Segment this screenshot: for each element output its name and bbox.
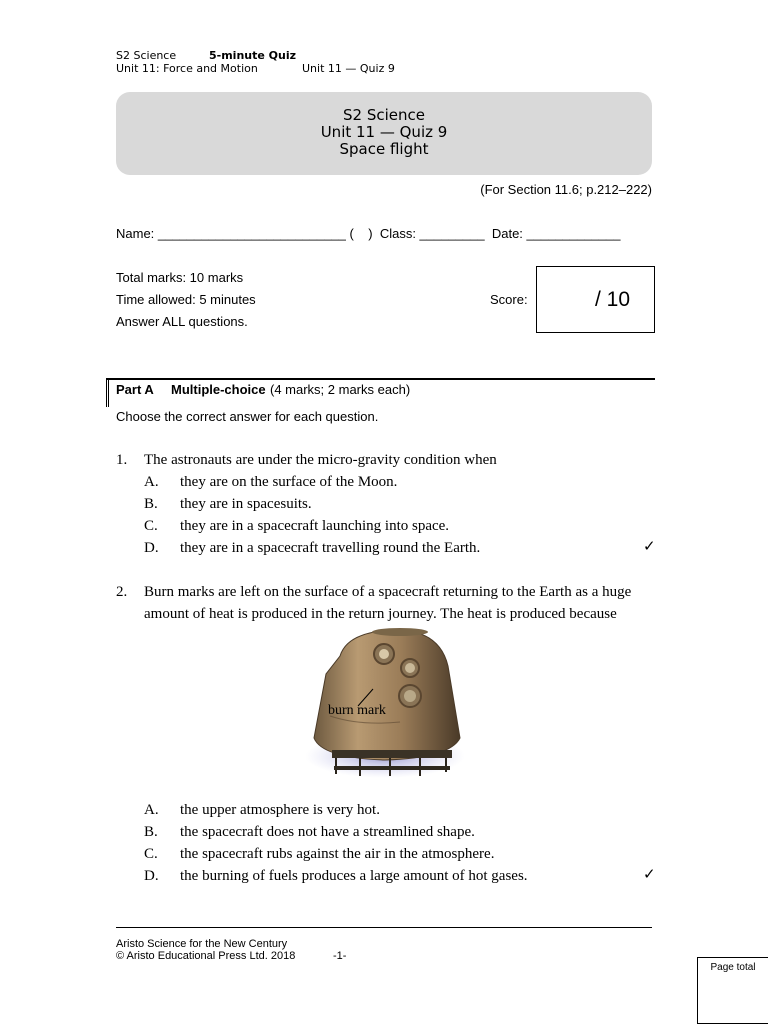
header-course: S2 Science xyxy=(116,49,177,62)
option-text[interactable]: the spacecraft does not have a streamlined shape. xyxy=(180,824,475,840)
option-letter: A. xyxy=(144,474,159,490)
student-info-line: Name: __________________________ ( ) Class: _________ Date: _____________ xyxy=(116,226,621,241)
option-text[interactable]: they are on the surface of the Moon. xyxy=(180,474,398,490)
footer-rule xyxy=(116,927,652,928)
header-unit: Unit 11: Force and Motion xyxy=(116,62,258,75)
part-a-label: Part A xyxy=(116,382,154,397)
header-quiz-ref: Unit 11 — Quiz 9 xyxy=(302,62,395,75)
question-stem-continued: amount of heat is produced in the return journey. The heat is produced because xyxy=(144,606,617,622)
answer-tick-icon: ✓ xyxy=(643,865,656,883)
total-marks: Total marks: 10 marks xyxy=(116,270,244,285)
option-letter: A. xyxy=(144,802,159,818)
footer-publisher: Aristo Science for the New Century xyxy=(116,938,288,950)
header-quiz-type: 5-minute Quiz xyxy=(209,49,297,62)
question-stem: The astronauts are under the micro-gravity condition when xyxy=(144,452,497,468)
option-text[interactable]: they are in spacesuits. xyxy=(180,496,312,512)
title-course: S2 Science xyxy=(343,106,425,124)
score-box: / 10 xyxy=(536,266,655,333)
part-a-bar xyxy=(106,378,107,407)
part-a-marks: (4 marks; 2 marks each) xyxy=(270,382,411,397)
option-text[interactable]: the upper atmosphere is very hot. xyxy=(180,802,380,818)
option-text[interactable]: they are in a spacecraft travelling round the Earth. xyxy=(180,540,481,556)
question-stem: Burn marks are left on the surface of a spacecraft returning to the Earth as a huge xyxy=(144,584,632,600)
spacecraft-capsule-figure xyxy=(300,626,466,786)
score-label: Score: xyxy=(490,292,528,307)
title-topic: Space flight xyxy=(339,140,429,158)
footer-copyright: © Aristo Educational Press Ltd. 2018 xyxy=(116,950,296,962)
part-a-instruction: Choose the correct answer for each question. xyxy=(116,409,379,424)
title-quiz: Unit 11 — Quiz 9 xyxy=(320,123,448,141)
answer-tick-icon: ✓ xyxy=(643,537,656,555)
option-letter: C. xyxy=(144,846,158,862)
page-number: -1- xyxy=(333,950,347,962)
question-number: 1. xyxy=(116,452,128,468)
option-text[interactable]: they are in a spacecraft launching into space. xyxy=(180,518,450,534)
instruction: Answer ALL questions. xyxy=(116,314,248,329)
option-text[interactable]: the spacecraft rubs against the air in the atmosphere. xyxy=(180,846,495,862)
option-letter: D. xyxy=(144,868,159,884)
option-letter: D. xyxy=(144,540,159,556)
option-letter: C. xyxy=(144,518,158,534)
option-letter: B. xyxy=(144,496,158,512)
title-box xyxy=(116,92,652,175)
option-text[interactable]: the burning of fuels produces a large amount of hot gases. xyxy=(180,868,528,884)
page-total-box: Page total xyxy=(697,957,768,1024)
part-a-rule xyxy=(106,378,655,380)
part-a-title: Multiple-choice xyxy=(171,382,266,397)
option-letter: B. xyxy=(144,824,158,840)
time-allowed: Time allowed: 5 minutes xyxy=(116,292,256,307)
burn-mark-label: burn mark xyxy=(328,703,386,718)
question-number: 2. xyxy=(116,584,128,600)
part-a-bar xyxy=(108,378,109,407)
section-reference: (For Section 11.6; p.212–222) xyxy=(480,182,652,197)
